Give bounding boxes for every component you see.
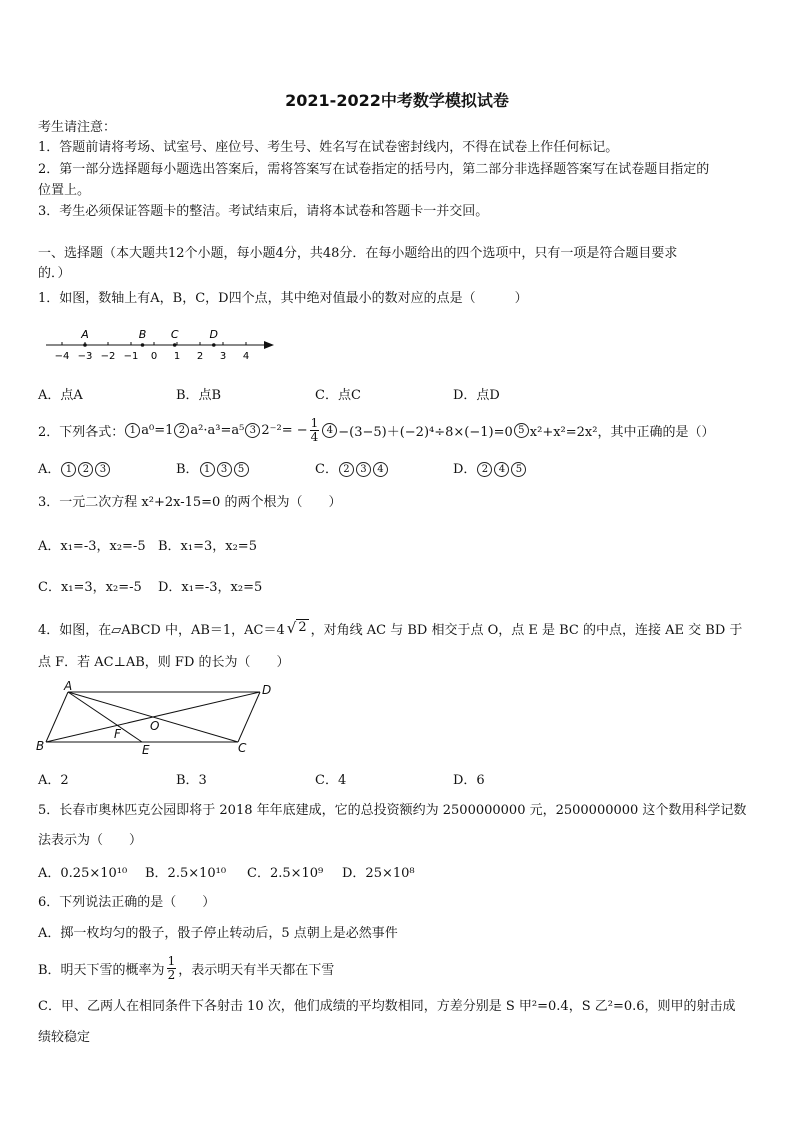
notice-heading: 考生请注意：: [38, 120, 117, 135]
label-c: C: [238, 741, 247, 755]
circled-number: 5: [234, 462, 249, 477]
q2-part: 2⁻²= −: [261, 422, 308, 438]
point-label: D: [209, 328, 219, 341]
q3-option-b: B．x₁=3，x₂=5: [158, 539, 257, 554]
q4-option-b: B．3: [176, 773, 207, 788]
q1-option-d: D．点D: [453, 388, 500, 403]
side-ab: [46, 692, 68, 742]
q3-option-d: D．x₁=-3，x₂=5: [158, 580, 263, 595]
q6-option-b-text: B．明天下雪的概率为: [38, 962, 165, 978]
q4-option-d: D．6: [453, 773, 485, 788]
circled-number: 2: [78, 462, 93, 477]
q5-option-c: C．2.5×10⁹: [247, 866, 324, 881]
axis-tick-label: −4: [54, 351, 70, 362]
label-f: F: [114, 727, 121, 741]
page-title: 2021-2022中考数学模拟试卷: [285, 91, 509, 110]
number-line-figure: [38, 325, 278, 365]
axis-tick-label: −2: [100, 351, 116, 362]
q2-option-d: [453, 458, 527, 477]
circled-number: 1: [125, 423, 140, 438]
circled-number: 4: [373, 462, 388, 477]
q3-option-c: C．x₁=3，x₂=-5: [38, 580, 142, 595]
q2-part: a⁰=1: [141, 422, 174, 438]
fraction: [167, 955, 177, 982]
circled-number: 5: [514, 423, 529, 438]
q6-option-c-cont: 绩较稳定: [38, 1030, 91, 1045]
q6-option-a: A．掷一枚均匀的骰子，骰子停止转动后，5 点朝上是必然事件: [38, 926, 398, 941]
circled-number: 3: [217, 462, 232, 477]
question-5-stem-cont: 法表示为（ ）: [38, 833, 143, 848]
point-marker: [141, 343, 145, 347]
q1-option-c: C．点C: [315, 388, 361, 403]
q2-option-b: [176, 458, 250, 477]
circled-number: 5: [511, 462, 526, 477]
option-label: A．: [38, 462, 61, 477]
q4-stem-part: ，对角线 AC 与 BD 相交于点 O，点 E 是 BC 的中点，连接 AE 交 BD 于: [310, 622, 743, 638]
sqrt-icon: √: [286, 619, 297, 637]
question-4-stem-cont: 点 F．若 AC⊥AB，则 FD 的长为（ ）: [38, 655, 290, 670]
q1-option-b: B．点B: [176, 388, 222, 403]
axis-tick-label: 0: [150, 351, 158, 362]
label-b: B: [36, 739, 45, 753]
option-label: C．: [315, 462, 338, 477]
point-marker: [212, 343, 216, 347]
point-marker: [83, 343, 87, 347]
circled-number: 4: [494, 462, 509, 477]
circled-number: 2: [174, 423, 189, 438]
notice-item: 位置上。: [38, 183, 91, 198]
sqrt-value: 2: [298, 620, 307, 635]
denominator: 4: [310, 429, 319, 444]
section-heading-cont: 的．）: [38, 266, 71, 281]
label-o: O: [150, 719, 160, 733]
q6-option-c: C．甲、乙两人在相同条件下各射击 10 次，他们成绩的平均数相同，方差分别是 S 甲²=0.4，S 乙²=0.6，则甲的射击成: [38, 999, 736, 1014]
axis-tick-label: −1: [123, 351, 139, 362]
circled-number: 1: [61, 462, 76, 477]
q5-option-b: B．2.5×10¹⁰: [145, 866, 227, 881]
notice-item: 1．答题前请将考场、试室号、座位号、考生号、姓名写在试卷密封线内，不得在试卷上作任何标记。: [38, 140, 619, 155]
axis-tick-label: 2: [196, 351, 204, 362]
circled-number: 2: [339, 462, 354, 477]
q2-part: −(3−5)＋(−2)⁴÷8×(−1)=0: [338, 424, 513, 440]
q5-option-d: D．25×10⁸: [342, 866, 415, 881]
question-5-stem: 5．长春市奥林匹克公园即将于 2018 年年底建成，它的总投资额约为 2500000000 元，2500000000 这个数用科学记数: [38, 803, 747, 818]
q5-option-a: A．0.25×10¹⁰: [38, 866, 128, 881]
point-label: B: [138, 328, 147, 341]
parallelogram-figure: [36, 680, 282, 760]
point-label: C: [170, 328, 179, 341]
q4-stem-part: 4．如图，在▱ABCD 中，AB＝1，AC＝4: [38, 622, 285, 638]
section-heading: 一、选择题（本大题共12个小题，每小题4分，共48分．在每小题给出的四个选项中，只有一项是符合题目要求: [38, 246, 678, 261]
fraction: [310, 417, 320, 444]
point-label: A: [81, 328, 89, 341]
numerator: 1: [167, 953, 176, 968]
denominator: 2: [167, 967, 176, 982]
circled-number: 3: [356, 462, 371, 477]
axis-tick-label: 4: [242, 351, 250, 362]
axis-tick-label: −3: [77, 351, 93, 362]
circled-number: 3: [95, 462, 110, 477]
question-6-stem: 6．下列说法正确的是（ ）: [38, 895, 216, 910]
option-label: B．: [176, 462, 199, 477]
point-marker: [173, 343, 177, 347]
axis-tick-label: 1: [173, 351, 181, 362]
numerator: 1: [310, 415, 319, 430]
q6-option-b: [38, 950, 334, 986]
question-3-stem: 3．一元二次方程 x²+2x-15=0 的两个根为（ ）: [38, 495, 342, 510]
circled-number: 3: [245, 423, 260, 438]
q2-prefix: 2．下列各式：: [38, 424, 125, 440]
question-2-stem: [38, 412, 714, 448]
q3-option-a: A．x₁=-3，x₂=-5: [38, 539, 146, 554]
label-d: D: [262, 683, 272, 697]
circled-number: 4: [322, 423, 337, 438]
label-a: A: [64, 680, 73, 693]
q4-option-c: C．4: [315, 773, 347, 788]
question-4-stem: [38, 616, 742, 640]
q2-option-a: [38, 458, 111, 477]
q4-option-a: A．2: [38, 773, 69, 788]
circled-number: 2: [477, 462, 492, 477]
notice-item: 3．考生必须保证答题卡的整洁。考试结束后，请将本试卷和答题卡一并交回。: [38, 204, 489, 219]
q2-part: a²·a³=a⁵: [190, 422, 245, 438]
option-label: D．: [453, 462, 477, 477]
q2-option-c: [315, 458, 389, 477]
sqrt-expression: [287, 619, 309, 637]
axis-tick-label: 3: [219, 351, 227, 362]
circled-number: 1: [200, 462, 215, 477]
q2-part: x²+x²=2x²，其中正确的是（）: [529, 424, 715, 440]
diagonal-bd: [46, 692, 260, 742]
side-dc: [238, 692, 260, 742]
question-1-stem: 1．如图，数轴上有A，B，C，D四个点，其中绝对值最小的数对应的点是（ ）: [38, 291, 528, 306]
q6-option-b-text: ，表示明天有半天都在下雪: [178, 962, 335, 978]
axis-points: [80, 328, 218, 347]
notice-item: 2．第一部分选择题每小题选出答案后，需将答案写在试卷指定的括号内，第二部分非选择题答案写在试卷题目指定的: [38, 162, 710, 177]
axis-arrow-icon: [264, 341, 274, 349]
q1-option-a: A．点A: [38, 388, 83, 403]
label-e: E: [142, 743, 150, 757]
